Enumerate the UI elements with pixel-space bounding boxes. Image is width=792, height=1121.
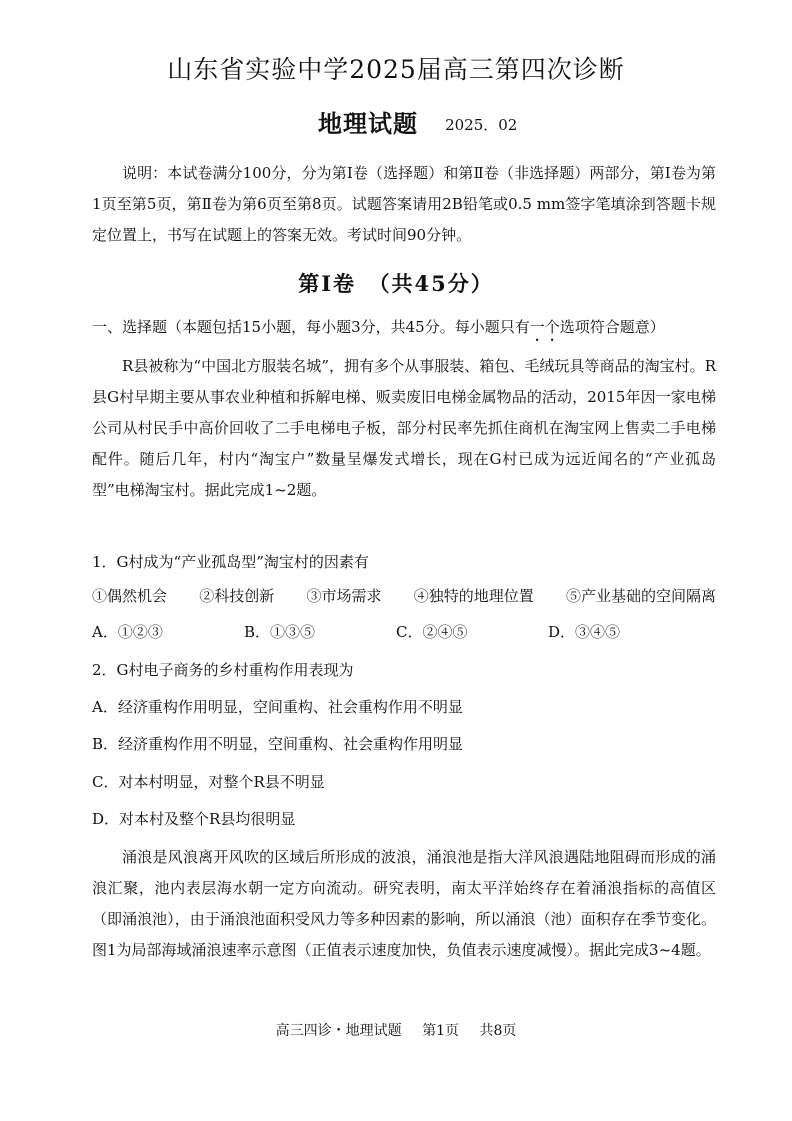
- q1-item-4: ④独特的地理位置: [413, 587, 534, 605]
- question-1-stem: 1．G村成为“产业孤岛型”淘宝村的因素有: [92, 553, 369, 571]
- q1-option-a: A．①②③: [92, 623, 163, 641]
- subtitle-row: [318, 104, 517, 139]
- footer-total-pages: 共8页: [479, 1023, 517, 1039]
- q1-option-d: D．③④⑤: [548, 623, 621, 641]
- part-one-heading-tail: 选项符合题意）: [559, 318, 665, 336]
- q1-item-1: ①偶然机会: [92, 587, 168, 605]
- passage-2: 涌浪是风浪离开风吹的区域后所形成的波浪，涌浪池是指大洋风浪遇陆地阻碍而形成的涌浪汇聚，池内表层海水朝一定方向流动。研究表明，南太平洋始终存在着涌浪指标的高值区（即涌浪池），由于涌浪池面积受风力等多种因素的影响，所以涌浪（池）面积存在季节变化。图1为局部海域涌浪速率示意图（正值表示速度加快，负值表示速度减慢）。据此完成3~4题。: [92, 848, 716, 959]
- exam-date: 2025．02: [445, 116, 518, 134]
- passage-1: R县被称为“中国北方服装名城”，拥有多个从事服装、箱包、毛绒玩具等商品的淘宝村。R县G村早期主要从事农业种植和拆解电梯、贩卖废旧电梯金属物品的活动，2015年因一家电梯公司从村民手中高价回收了二手电梯电子板，部分村民率先抓住商机在淘宝网上售卖二手电梯配件。随后几年，村内“淘宝户”数量呈爆发式增长，现在G村已成为远近闻名的“产业孤岛型”电梯淘宝村。据此完成1~2题。: [92, 357, 716, 499]
- exam-title: 山东省实验中学2025届高三第四次诊断: [167, 55, 625, 84]
- part-one-heading: [92, 316, 665, 345]
- q1-item-5: ⑤产业基础的空间隔离: [565, 587, 716, 605]
- q2-option-c: C．对本村明显，对整个R县不明显: [92, 773, 325, 791]
- footer-page-number: 第1页: [422, 1023, 459, 1039]
- q1-item-2: ②科技创新: [199, 587, 275, 605]
- exam-subject: 地理试题: [318, 109, 418, 138]
- q1-item-3: ③市场需求: [306, 587, 382, 605]
- question-2-stem: 2．G村电子商务的乡村重构作用表现为: [92, 661, 354, 679]
- q2-option-d: D．对本村及整个R县均很明显: [92, 810, 296, 828]
- exam-instructions: 说明：本试卷满分100分，分为第Ⅰ卷（选择题）和第Ⅱ卷（非选择题）两部分，第Ⅰ卷为第1页至第5页，第Ⅱ卷为第6页至第8页。试题答案请用2B铅笔或0.5 mm签字笔填涂到答题卡规定位置上，书写在试题上的答案无效。考试时间90分钟。: [92, 164, 716, 244]
- part-one-heading-text: 一、选择题（本题包括15小题，每小题3分，共45分。每小题只有: [92, 318, 530, 336]
- footer-exam-name: 高三四诊・地理试题: [275, 1023, 402, 1039]
- q1-option-b: B．①③⑤: [244, 623, 316, 641]
- question-1-items: [92, 585, 716, 606]
- page-footer: [0, 1020, 792, 1040]
- q2-option-a: A．经济重构作用明显，空间重构、社会重构作用不明显: [92, 698, 463, 716]
- part-one-heading-emphasis: 一个: [529, 318, 560, 336]
- section-title: 第Ⅰ卷 （共45分）: [298, 271, 494, 296]
- q2-option-b: B．经济重构作用不明显，空间重构、社会重构作用明显: [92, 735, 464, 753]
- q1-option-c: C．②④⑤: [396, 623, 468, 641]
